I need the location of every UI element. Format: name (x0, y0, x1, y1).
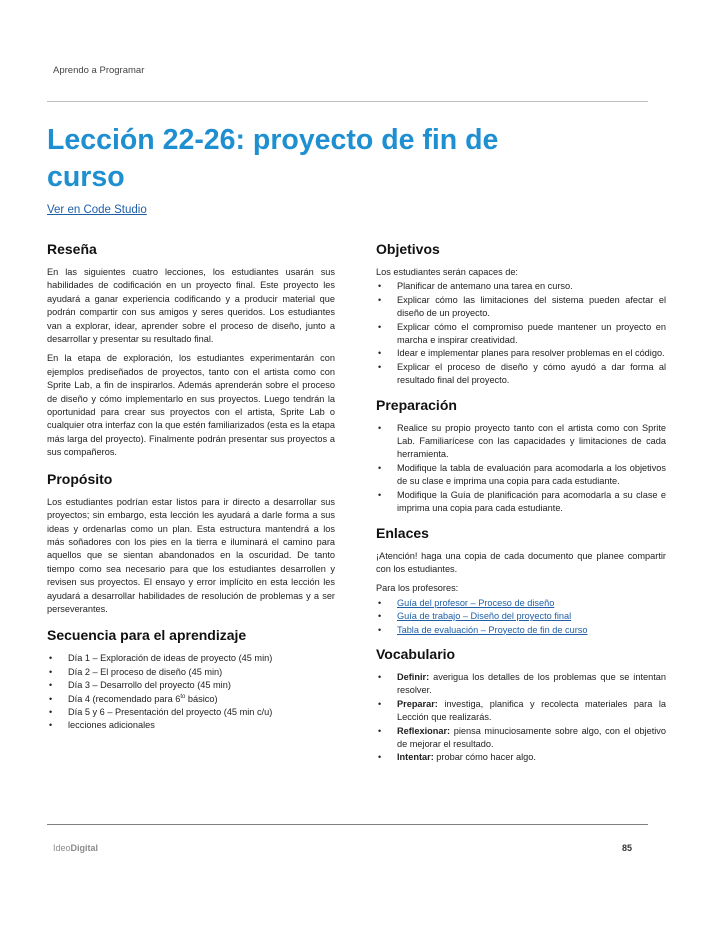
secuencia-list (47, 652, 335, 732)
list-item: • Día 5 y 6 – Presentación del proyecto (45 min c/u) (49, 706, 273, 717)
objetivos-heading: Objetivos (376, 241, 440, 257)
worksheet-link[interactable]: Guía de trabajo – Diseño del proyecto final (397, 611, 572, 622)
resena-paragraph-2: En la etapa de exploración, los estudiantes experimentarán con ejemplos prediseñados de proyectos, tanto con el artista como con Sprite Lab, a fin de inspirarlos. Además aprenderán sobre el proceso de diseño y cómo implementarlo en sus proyectos. Luego tendrán la oportunidad para crear sus proyectos con el artista, Sprite Lab o cualquier otra interfaz con la que estén familiarizados (esta es la etapa más larga del proyecto). Finalmente podrán presentar sus proyectos a sus compañeros. (47, 353, 335, 458)
objetivos-intro: Los estudiantes serán capaces de: (376, 267, 518, 277)
list-item: • lecciones adicionales (49, 720, 155, 731)
list-item[interactable]: • Guía del profesor – Proceso de diseño (378, 597, 555, 608)
preparacion-heading: Preparación (376, 396, 457, 413)
right-column (376, 240, 666, 771)
enlaces-teachers-label: Para los profesores: (376, 583, 459, 594)
enlaces-heading: Enlaces (376, 524, 429, 541)
rubric-link[interactable]: Tabla de evaluación – Proyecto de fin de curso (397, 624, 588, 635)
page-number: 85 (622, 843, 633, 853)
resena-paragraph-1: En las siguientes cuatro lecciones, los estudiantes usarán sus habilidades de codificación en un proyecto final. Este proyecto les ayudará a ganar experiencia codificando y a producir material que podrán compartir con sus amigos y seres queridos. Los estudiantes van a explorar, idear, aprender sobre el proceso de diseño, junto a desarrollar y presentar su resultado final. (47, 267, 335, 345)
footer-brand: IdeoDigital (53, 843, 99, 853)
preparacion-list (376, 422, 666, 516)
list-item: • Idear e implementar planes para resolver problemas en el código. (378, 348, 665, 359)
header-divider (47, 101, 648, 102)
list-item: • Reflexionar: piensa minuciosamente sobre algo, con el objetivo de mejorar el resultado. (378, 725, 666, 749)
proposito-paragraph: Los estudiantes podrían estar listos para ir directo a desarrollar sus proyectos; sin embargo, esta lección les ayudará a darle forma a sus ideas y ordenarlas como un plan. Esta estructura mantendrá a los más soñadores con los pies en la tierra e iluminará el camino para aquellos que se sientan abandonados en la oscuridad. De tanto tiempo como sea necesario para que los estudiantes desarrollen y revisen sus proyectos. El ensayo y error implícito en esta lección les ayudará a desarrollar habilidades de resolución de problemas y a ser perseverantes. (47, 496, 335, 614)
objetivos-list (376, 280, 666, 387)
enlaces-list (376, 597, 666, 637)
list-item: • Modifique la tabla de evaluación para acomodarla a los objetivos de su clase e imprima una copia para cada estudiante. (378, 462, 666, 487)
list-item: • Día 1 – Exploración de ideas de proyecto (45 min) (49, 653, 273, 664)
left-column (47, 240, 335, 739)
list-item: • Día 4 (recomendado para $6^{to}$ básico) (49, 693, 218, 704)
list-item: • Día 3 – Desarrollo del proyecto (45 min) (49, 680, 231, 691)
list-item: • Explicar el proceso de diseño y cómo ayudó a dar forma al resultado final del proyecto. (378, 361, 666, 386)
list-item[interactable]: • Tabla de evaluación – Proyecto de fin de curso (378, 624, 588, 635)
proposito-heading: Propósito (47, 470, 113, 487)
list-item: • Modifique la Guía de planificación para acomodarla a su clase e imprima una copia para cada estudiante. (378, 489, 666, 514)
footer-divider (47, 824, 648, 825)
list-item: • Definir: averigua los detalles de los problemas que se intentan resolver. (378, 671, 666, 696)
enlaces-note: ¡Atención! haga una copia de cada documento que planee compartir con los estudiantes. (376, 550, 666, 574)
list-item: • Realice su propio proyecto tanto con el artista como con Sprite Lab. Familiarícese con las capacidades y limitaciones de cada herramienta. (378, 422, 666, 460)
running-header: Aprendo a Programar (53, 65, 145, 76)
code-studio-link[interactable]: Ver en Code Studio (47, 204, 147, 216)
lesson-title: Lección 22-26: proyecto de fin de curso (47, 124, 499, 193)
secuencia-heading: Secuencia para el aprendizaje (47, 627, 247, 644)
list-item: • Planificar de antemano una tarea en curso. (378, 281, 573, 292)
vocabulario-list (376, 671, 666, 765)
list-item: • Día 2 – El proceso de diseño (45 min) (49, 666, 223, 677)
list-item: • Intentar: probar cómo hacer algo. (378, 752, 536, 763)
resena-heading: Reseña (47, 241, 97, 257)
list-item: • Preparar: investiga, planifica y recolecta materiales para la Lección que realizarás. (378, 698, 666, 723)
vocabulario-heading: Vocabulario (376, 645, 456, 662)
list-item: • Explicar cómo el compromiso puede mantener un proyecto en marcha e inspirar creatividad. (378, 321, 666, 346)
list-item[interactable]: • Guía de trabajo – Diseño del proyecto final (378, 611, 572, 622)
teacher-guide-link[interactable]: Guía del profesor – Proceso de diseño (397, 597, 555, 608)
list-item: • Explicar cómo las limitaciones del sistema pueden afectar el diseño de un proyecto. (378, 294, 666, 319)
